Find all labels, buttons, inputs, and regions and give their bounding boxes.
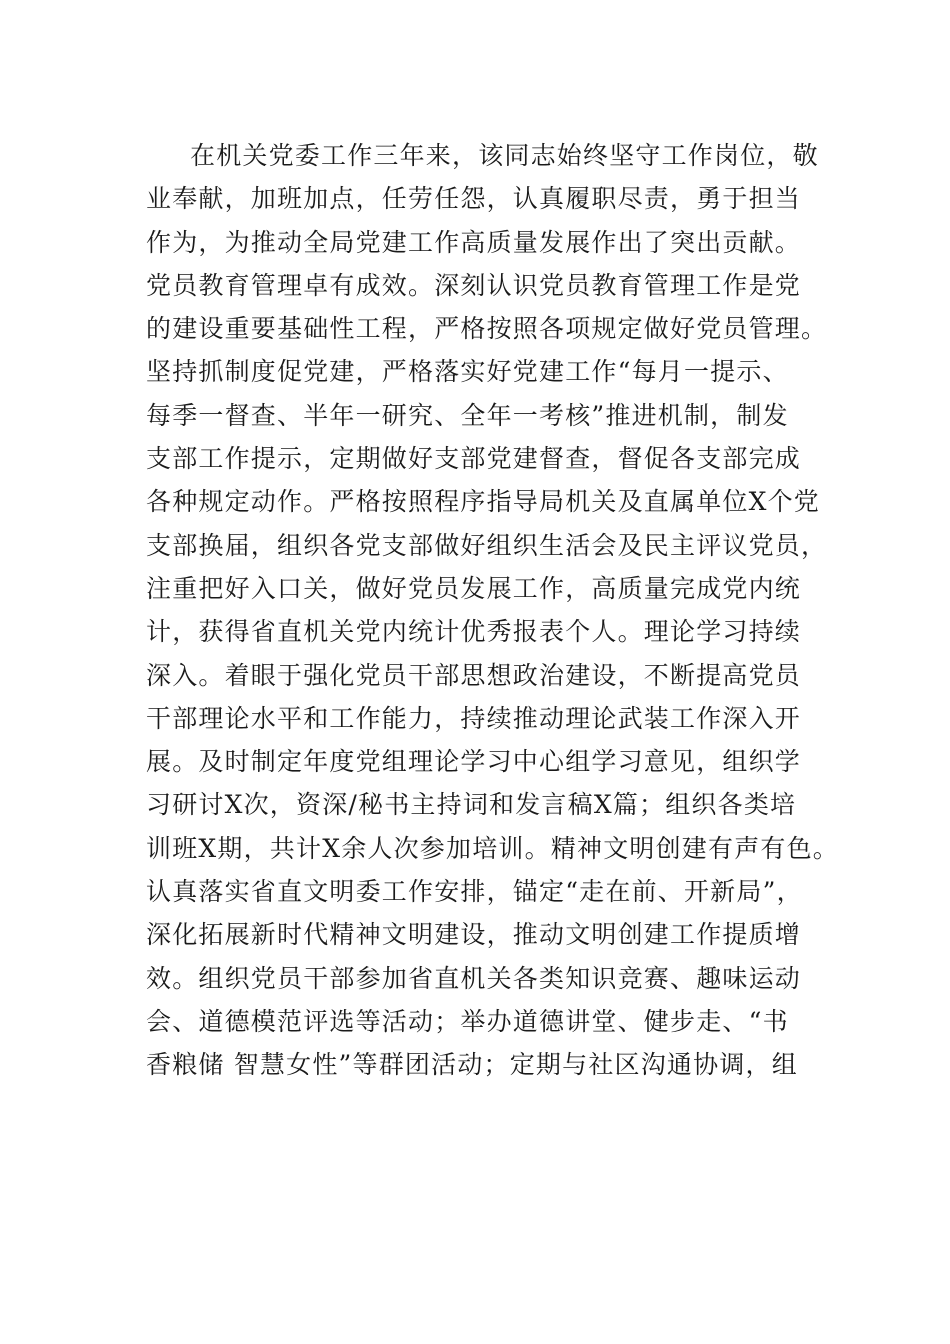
text-line: 深入。着眼于强化党员干部思想政治建设，不断提高党员 [146, 660, 802, 690]
text-line: 干部理论水平和工作能力，持续推动理论武装工作深入开 [146, 703, 802, 733]
text-line: 支部换届，组织各党支部做好组织生活会及民主评议党员， [146, 530, 828, 560]
text-line: 的建设重要基础性工程，严格按照各项规定做好党员管理。 [146, 314, 828, 344]
text-line: 会、道德模范评选等活动；举办道德讲堂、健步走、“书 [146, 1006, 789, 1036]
text-line: 香粮储 智慧女性”等群团活动；定期与社区沟通协调，组 [146, 1050, 798, 1080]
text-line: 深化拓展新时代精神文明建设，推动文明创建工作提质增 [146, 920, 802, 950]
text-line: 在机关党委工作三年来，该同志始终坚守工作岗位，敬 [190, 141, 819, 170]
text-line: 注重把好入口关，做好党员发展工作，高质量完成党内统 [146, 573, 802, 603]
text-line: 效。组织党员干部参加省直机关各类知识竞赛、趣味运动 [146, 963, 802, 993]
text-line: 展。及时制定年度党组理论学习中心组学习意见，组织学 [146, 747, 802, 777]
text-line: 支部工作提示，定期做好支部党建督查，督促各支部完成 [146, 444, 802, 474]
text-line: 各种规定动作。严格按照程序指导局机关及直属单位X个党 [146, 487, 821, 517]
text-line: 坚持抓制度促党建，严格落实好党建工作“每月一提示、 [146, 357, 789, 387]
text-line: 认真落实省直文明委工作安排，锚定“走在前、开新局”， [146, 877, 803, 907]
text-line: 习研讨X次，资深/秘书主持词和发言稿X篇；组织各类培 [146, 790, 797, 820]
text-line: 每季一督查、半年一研究、全年一考核”推进机制，制发 [146, 400, 789, 430]
text-line: 计，获得省直机关党内统计优秀报表个人。理论学习持续 [146, 617, 802, 647]
body-text [146, 134, 846, 1087]
text-line: 训班X期，共计X余人次参加培训。精神文明创建有声有色。 [146, 833, 839, 863]
text-line: 作为，为推动全局党建工作高质量发展作出了突出贡献。 [146, 227, 802, 257]
text-line: 党员教育管理卓有成效。深刻认识党员教育管理工作是党 [146, 270, 802, 300]
text-line: 业奉献，加班加点，任劳任怨，认真履职尽责，勇于担当 [146, 184, 802, 214]
